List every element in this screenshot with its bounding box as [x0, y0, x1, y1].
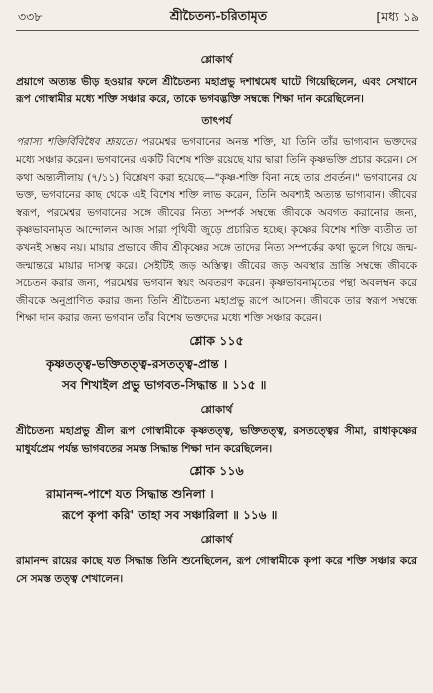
verse-116-translation: রামানন্দ রায়ের কাছে যত সিদ্ধান্ত তিনি শুনেছিলেন, রূপ গোস্বামীকে কৃপা করে শক্তি সঞ্চার করে সে সমস্ত তত্ত্ব শেখালেন। — [16, 555, 417, 586]
verse-116-translation-heading: শ্লোকার্থ — [200, 533, 233, 546]
purport-text — [16, 134, 417, 328]
translation-text: প্রয়াগে অত্যন্ত ভীড় হওয়ার ফলে শ্রীচৈতন্য মহাপ্রভু দশাশ্বমেধ ঘাটে গিয়েছিলেন, এবং সেখানে রূপ গোস্বামীর মধ্যে শক্তি সঞ্চার করে, তাকে ভগবদ্ভক্তি সম্বন্ধে শিক্ষা দান করেছিলেন। — [16, 75, 417, 106]
running-header — [18, 6, 419, 28]
verse-116-heading: শ্লোক ১১৬ — [189, 463, 244, 479]
translation-heading: শ্লোকার্থ — [200, 54, 233, 66]
verse-115-translation: শ্রীচৈতন্য মহাপ্রভু শ্রীল রূপ গোস্বামীকে কৃষ্ণতত্ত্ব, ভক্তিতত্ত্ব, রসতত্ত্বের সীমা, রাধাকৃষ্ণের মাধুর্যপ্রেম পর্যন্ত ভাগবতের সমস্ত সিদ্ধান্ত শিক্ষা দান করেছিলেন। — [16, 425, 417, 455]
header-rule — [16, 30, 419, 31]
verse-115-line-1: কৃষ্ণতত্ত্ব-ভক্তিতত্ত্ব-রসতত্ত্ব-প্রান্ত । — [46, 356, 228, 371]
book-title: শ্রীচৈতন্য-চরিতামৃত — [169, 8, 268, 23]
verse-116-line-1: রামানন্দ-পাশে যত সিদ্ধান্ত শুনিলা । — [46, 486, 214, 501]
verse-116 — [16, 484, 417, 526]
verse-115-translation-heading: শ্লোকার্থ — [200, 403, 233, 416]
verse-116-line-2: রূপে কৃপা করি' তাহা সব সঞ্চারিলা ॥ ১১৬ ॥ — [62, 507, 278, 522]
purport-heading: তাৎপর্য — [201, 114, 232, 127]
purport-body: পরমেশ্বর ভগবানের অনন্ত শক্তি, যা তিনি তাঁর ভাগ্যবান ভক্তদের মধ্যে সঞ্চার করেন। ভগবানের একটি বিশেষ শক্তি রয়েছে যার দ্বারা তিনি কৃষ্ণভক্তি প্রচার করেন। সে কথা অন্ত্যলীলায় (৭/১১) বিশ্লেষণ করা হয়েছে—"কৃষ্ণ-শক্তি বিনা নহে তার প্রবর্তন।" ভগবানের যে ভক্ত, ভগবানের কাছ থেকে এই বিশেষ শক্তি লাভ করেন, তিনি অবশ্যই অত্যন্ত ভাগ্যবান। জীবের স্বরূপ, পরমেশ্বর ভগবানের সঙ্গে জীবের নিত্য সম্পর্ক সম্বন্ধে জীবকে অবগত করানোর জন্য, কৃষ্ণভাবনামৃত আন্দোলন আজ সারা পৃথিবী জুড়ে প্রচারিত হচ্ছে। কৃষ্ণের বিশেষ শক্তি ব্যতীত তা কখনই সম্ভব নয়। মায়ার প্রভাবে জীব শ্রীকৃষ্ণের সঙ্গে তাদের নিত্য সম্পর্কের কথা ভুলে গিয়ে জন্ম-জন্মান্তরে মায়ার দাসত্ব করে। সেইটিই জড় অস্তিত্ব। জীবের জড় অবস্থার ভ্রান্তি সম্বন্ধে জীবকে সচেতন করার জন্য, পরমেশ্বর ভগবান স্বয়ং অবতরণ করেন। কৃষ্ণভাবনামৃতের পন্থা অবলম্বন করে জীবকে অনুপ্রাণিত করার জন্য তিনি শ্রীচৈতন্য মহাপ্রভু রূপে আসেন। জীবকে তার স্বরূপ সম্বন্ধে শিক্ষা দান করার জন্য ভগবান তাঁর বিশেষ ভক্তদের মধ্যে শক্তি সঞ্চার করেন। — [16, 136, 418, 325]
page-content — [16, 50, 417, 593]
purport-quote: পরাস্য শক্তির্বিবিধৈব শ্রূয়তে। — [16, 136, 137, 149]
verse-115-line-2: সব শিখাইল প্রভু ভাগবত-সিদ্ধান্ত ॥ ১১৫ ॥ — [62, 377, 267, 392]
section-marker: [মধ্য ১৯ — [376, 9, 419, 24]
verse-115 — [16, 354, 417, 396]
page-number: ৩৩৮ — [18, 9, 43, 24]
verse-115-heading: শ্লোক ১১৫ — [189, 332, 244, 348]
